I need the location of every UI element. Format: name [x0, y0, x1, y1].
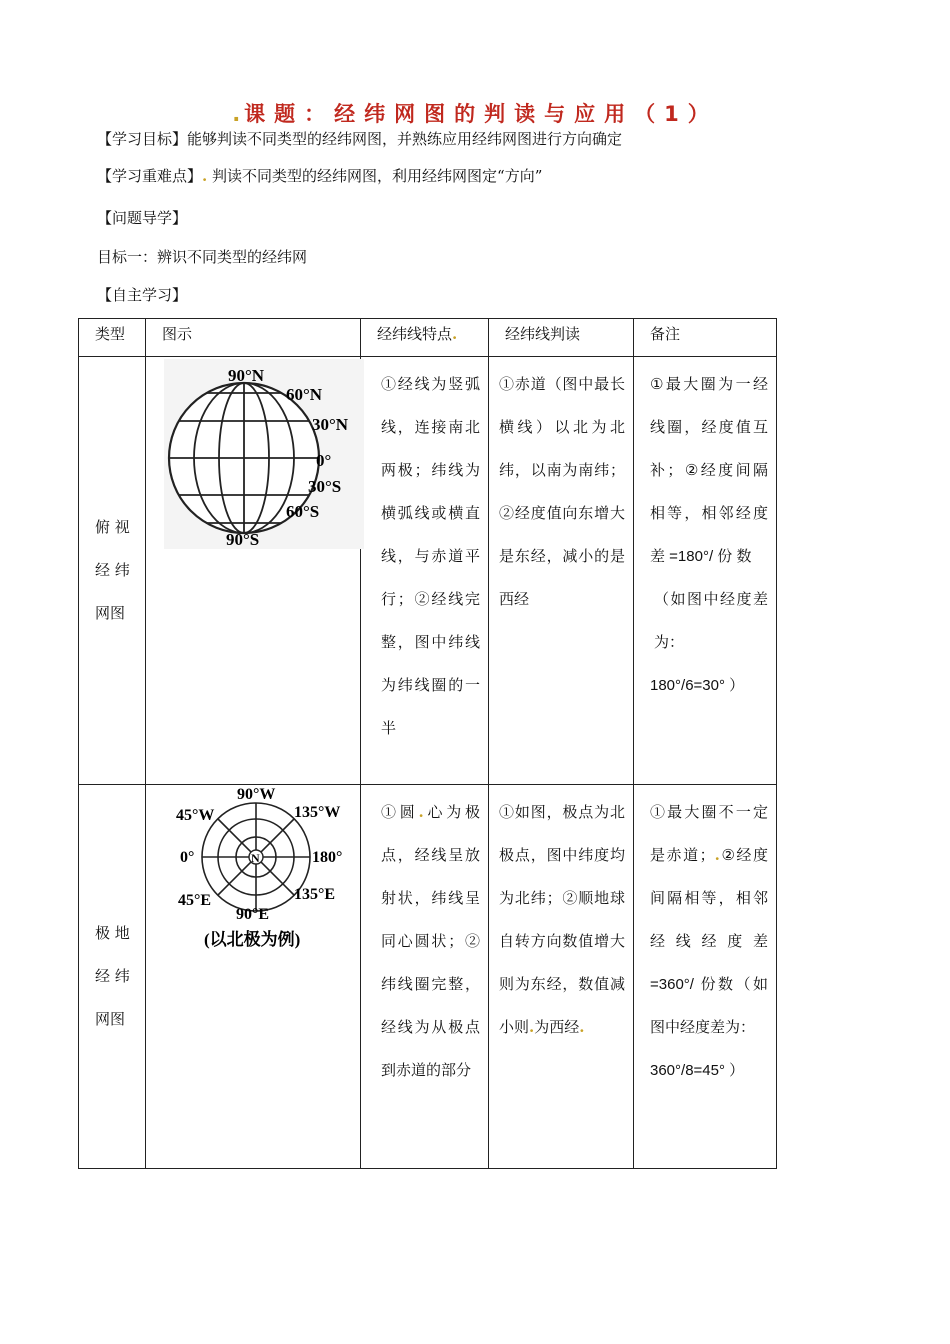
- learning-goal: 【学习目标】能够判读不同类型的经纬网图，并熟练应用经纬网图进行方向确定: [97, 130, 623, 148]
- diagram-label: 90°W: [237, 787, 276, 803]
- globe-grid-diagram: [164, 359, 364, 549]
- header-cell: 备注: [634, 319, 777, 357]
- grid-types-table: [78, 318, 777, 1169]
- title-text: 课题：经纬网图的判读与应用（1）: [244, 102, 718, 126]
- diagram-label: 90°E: [236, 906, 270, 923]
- table-row: [79, 785, 777, 1169]
- key-points-text: 判读不同类型的经纬网图，利用经纬网图定“方向”: [207, 167, 543, 185]
- diagram-label: 60°N: [286, 385, 323, 404]
- diagram-label: 45°W: [176, 807, 215, 824]
- type-cell: 俯 视 经 纬 网图: [79, 357, 146, 785]
- diagram-label: 135°E: [294, 886, 336, 903]
- diagram-cell: [146, 357, 361, 785]
- target-one: 目标一：辨识不同类型的经纬网: [97, 248, 308, 266]
- diagram-label: 90°S: [226, 530, 260, 549]
- reading-cell: ①如图，极点为北极点，图中纬度均为北纬；②顺地球自转方向数值增大则为东经，数值减小则.为西经.: [489, 785, 634, 1169]
- table-row: [79, 357, 777, 785]
- header-cell: 经纬线判读: [489, 319, 634, 357]
- diagram-label: 45°E: [178, 892, 212, 909]
- diagram-cell: [146, 785, 361, 1169]
- title-mark: .: [232, 102, 245, 126]
- diagram-label: 30°S: [308, 477, 342, 496]
- reading-cell: ①赤道（图中最长横线）以北为北纬，以南为南纬；②经度值向东增大是东经，减小的是西经: [489, 357, 634, 785]
- diagram-label: 90°N: [228, 366, 265, 385]
- header-cell: 图示: [146, 319, 361, 357]
- diagram-label: 0°: [180, 849, 195, 866]
- problem-guide-heading: 【问题导学】: [97, 209, 188, 227]
- diagram-label: 30°N: [312, 415, 349, 434]
- polar-grid-diagram: [164, 787, 364, 962]
- key-points-label: 【学习重难点】: [97, 167, 203, 185]
- key-points: [97, 166, 542, 186]
- diagram-label: 0°: [316, 451, 332, 470]
- key-points-mark: .: [202, 167, 208, 185]
- features-cell: ①经线为竖弧线，连接南北两极；纬线为横弧线或横直线，与赤道平行；②经线完整，图中纬线为纬线圈的一半: [361, 357, 489, 785]
- diagram-label: 135°W: [294, 804, 341, 821]
- diagram-caption: (以北极为例): [204, 930, 301, 949]
- diagram-label: 60°S: [286, 502, 320, 521]
- page-title: [0, 98, 950, 128]
- header-cell: 经纬线特点.: [361, 319, 489, 357]
- table-header-row: [79, 319, 777, 357]
- header-cell: 类型: [79, 319, 146, 357]
- notes-cell: ①最大圈为一经线圈，经度值互补；②经度间隔相等，相邻经度差 =180°/ 份 数 （如图中经度差为： 180°/6=30° ）: [634, 357, 777, 785]
- diagram-label: 180°: [312, 849, 343, 866]
- type-cell: 极 地 经 纬 网图: [79, 785, 146, 1169]
- notes-cell: ①最大圈不一定是赤道；.②经度间隔相等，相邻经线经度差 =360°/ 份数（如图中经度差为： 360°/8=45° ）: [634, 785, 777, 1169]
- features-cell: ①圆.心为极点，经线呈放射状，纬线呈同心圆状；②纬线圈完整，经线为从极点到赤道的部分: [361, 785, 489, 1169]
- north-pole-label: N: [251, 851, 260, 865]
- self-study-heading: 【自主学习】: [97, 286, 188, 304]
